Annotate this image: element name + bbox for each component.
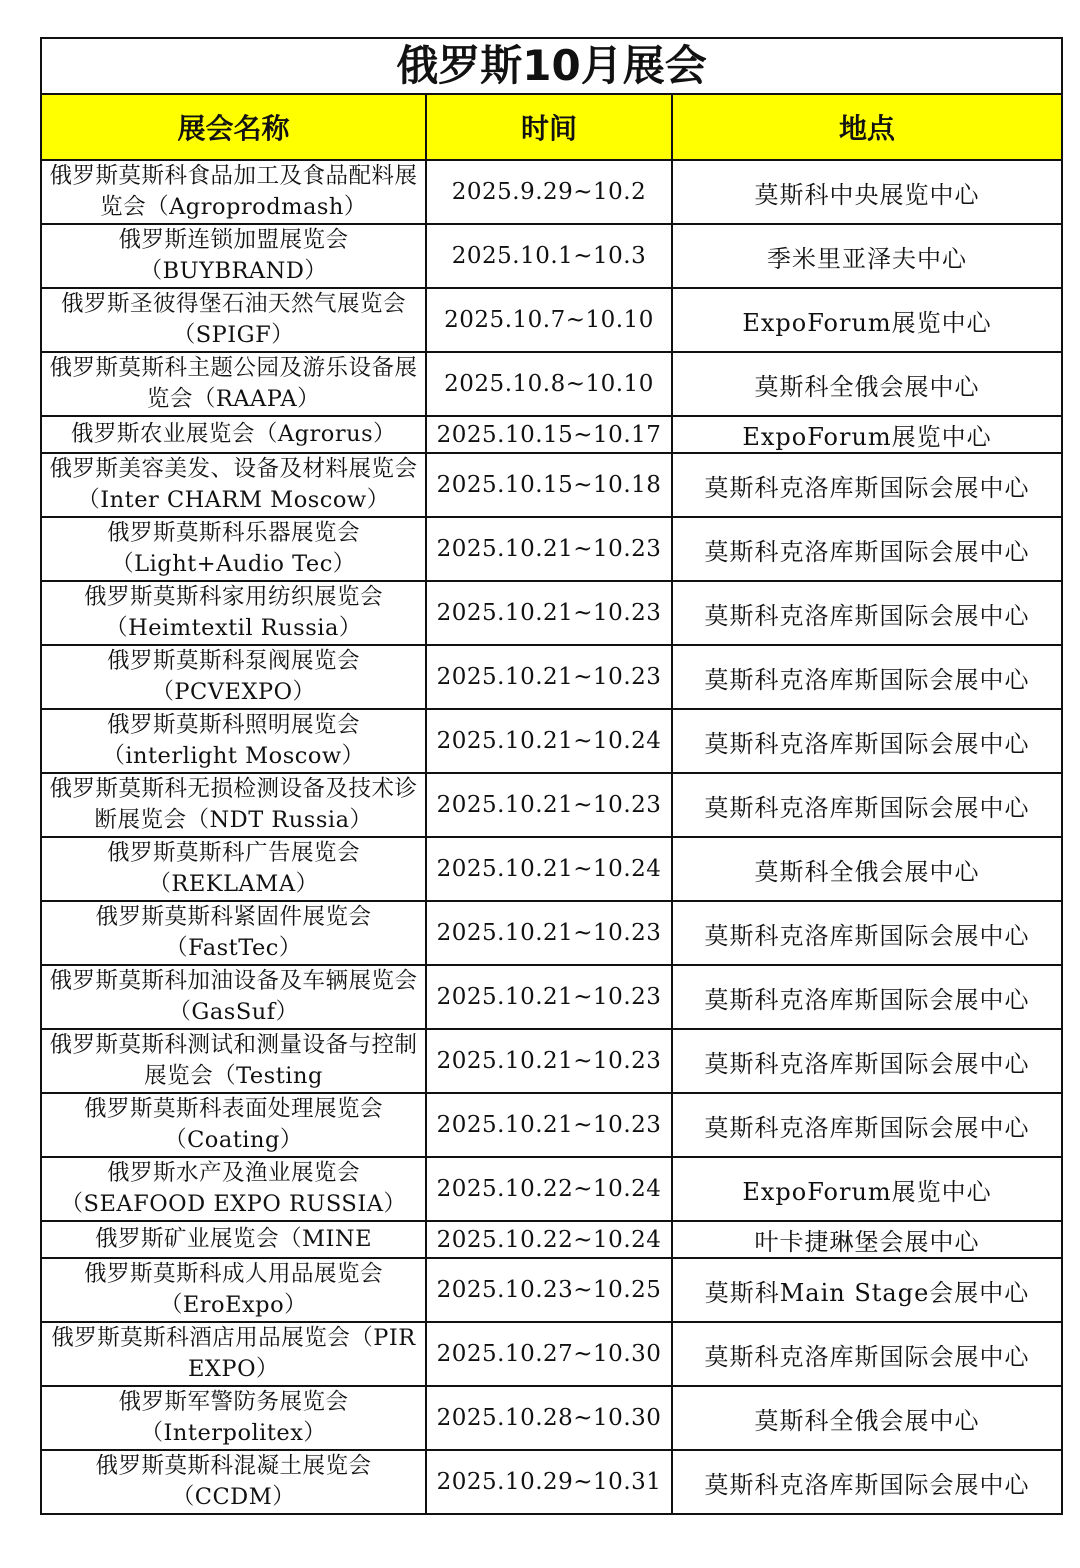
exhibition-time: 2025.10.21~10.23 [426,581,672,645]
exhibition-time: 2025.10.21~10.23 [426,773,672,837]
header-time: 时间 [426,94,672,160]
exhibition-name: 俄罗斯莫斯科成人用品展览会（EroExpo） [41,1258,426,1322]
exhibition-name: 俄罗斯莫斯科乐器展览会（Light+Audio Tec） [41,517,426,581]
table-row [41,901,1062,965]
exhibition-time: 2025.10.27~10.30 [426,1322,672,1386]
table-row [41,1386,1062,1450]
exhibition-time: 2025.10.21~10.23 [426,965,672,1029]
title-row [41,38,1062,94]
exhibition-place: 莫斯科克洛库斯国际会展中心 [672,581,1062,645]
exhibition-place: ExpoForum展览中心 [672,1157,1062,1221]
exhibition-time: 2025.9.29~10.2 [426,160,672,224]
exhibition-name: 俄罗斯莫斯科家用纺织展览会（Heimtextil Russia） [41,581,426,645]
exhibition-place: 莫斯科Main Stage会展中心 [672,1258,1062,1322]
exhibition-name: 俄罗斯美容美发、设备及材料展览会（Inter CHARM Moscow） [41,453,426,517]
exhibition-place: 莫斯科中央展览中心 [672,160,1062,224]
table-row [41,645,1062,709]
exhibition-name: 俄罗斯莫斯科泵阀展览会（PCVEXPO） [41,645,426,709]
header-row [41,94,1062,160]
exhibition-place: 莫斯科克洛库斯国际会展中心 [672,1322,1062,1386]
exhibition-place: 莫斯科克洛库斯国际会展中心 [672,645,1062,709]
exhibition-place: 莫斯科克洛库斯国际会展中心 [672,453,1062,517]
exhibition-place: 莫斯科克洛库斯国际会展中心 [672,1029,1062,1093]
table-row [41,773,1062,837]
exhibition-time: 2025.10.15~10.18 [426,453,672,517]
exhibition-name: 俄罗斯莫斯科加油设备及车辆展览会（GasSuf） [41,965,426,1029]
exhibition-time: 2025.10.21~10.24 [426,709,672,773]
exhibition-name: 俄罗斯矿业展览会（MINE [41,1221,426,1258]
table-row [41,288,1062,352]
exhibition-place: 莫斯科克洛库斯国际会展中心 [672,709,1062,773]
exhibition-name: 俄罗斯莫斯科紧固件展览会（FastTec） [41,901,426,965]
exhibition-time: 2025.10.8~10.10 [426,352,672,416]
table-row [41,837,1062,901]
table-row [41,709,1062,773]
exhibition-place: 季米里亚泽夫中心 [672,224,1062,288]
exhibition-time: 2025.10.29~10.31 [426,1450,672,1514]
exhibition-place: 叶卡捷琳堡会展中心 [672,1221,1062,1258]
exhibition-place: 莫斯科克洛库斯国际会展中心 [672,1093,1062,1157]
table-row [41,160,1062,224]
exhibition-name: 俄罗斯莫斯科食品加工及食品配料展览会（Agroprodmash） [41,160,426,224]
exhibition-place: 莫斯科克洛库斯国际会展中心 [672,517,1062,581]
exhibition-name: 俄罗斯水产及渔业展览会（SEAFOOD EXPO RUSSIA） [41,1157,426,1221]
exhibition-place: 莫斯科全俄会展中心 [672,352,1062,416]
exhibition-place: 莫斯科克洛库斯国际会展中心 [672,1450,1062,1514]
exhibition-time: 2025.10.22~10.24 [426,1221,672,1258]
exhibition-name: 俄罗斯莫斯科表面处理展览会（Coating） [41,1093,426,1157]
table-row [41,453,1062,517]
header-place: 地点 [672,94,1062,160]
table-row [41,1221,1062,1258]
exhibition-time: 2025.10.21~10.23 [426,517,672,581]
table-row [41,965,1062,1029]
table-row [41,1157,1062,1221]
exhibition-place: 莫斯科克洛库斯国际会展中心 [672,965,1062,1029]
table-row [41,1450,1062,1514]
exhibition-time: 2025.10.7~10.10 [426,288,672,352]
table-title: 俄罗斯10月展会 [41,38,1062,94]
exhibition-name: 俄罗斯莫斯科无损检测设备及技术诊断展览会（NDT Russia） [41,773,426,837]
exhibition-time: 2025.10.21~10.23 [426,1029,672,1093]
exhibition-time: 2025.10.15~10.17 [426,416,672,453]
exhibition-name: 俄罗斯莫斯科混凝土展览会（CCDM） [41,1450,426,1514]
exhibition-place: ExpoForum展览中心 [672,416,1062,453]
exhibition-place: 莫斯科全俄会展中心 [672,837,1062,901]
exhibition-name: 俄罗斯莫斯科广告展览会（REKLAMA） [41,837,426,901]
exhibition-place: ExpoForum展览中心 [672,288,1062,352]
header-name: 展会名称 [41,94,426,160]
exhibition-time: 2025.10.23~10.25 [426,1258,672,1322]
exhibition-name: 俄罗斯莫斯科照明展览会（interlight Moscow） [41,709,426,773]
exhibition-time: 2025.10.21~10.23 [426,1093,672,1157]
exhibition-name: 俄罗斯莫斯科测试和测量设备与控制展览会（Testing [41,1029,426,1093]
exhibition-time: 2025.10.1~10.3 [426,224,672,288]
exhibition-place: 莫斯科全俄会展中心 [672,1386,1062,1450]
table-row [41,581,1062,645]
table-row [41,1029,1062,1093]
exhibition-name: 俄罗斯圣彼得堡石油天然气展览会（SPIGF） [41,288,426,352]
exhibition-time: 2025.10.28~10.30 [426,1386,672,1450]
table-row [41,1258,1062,1322]
table-row [41,517,1062,581]
exhibition-place: 莫斯科克洛库斯国际会展中心 [672,901,1062,965]
exhibition-name: 俄罗斯莫斯科酒店用品展览会（PIR EXPO） [41,1322,426,1386]
table-row [41,352,1062,416]
table-row [41,224,1062,288]
exhibition-time: 2025.10.21~10.24 [426,837,672,901]
exhibition-time: 2025.10.21~10.23 [426,901,672,965]
exhibition-table [40,37,1063,1515]
table-row [41,1093,1062,1157]
exhibition-name: 俄罗斯连锁加盟展览会（BUYBRAND） [41,224,426,288]
exhibition-name: 俄罗斯莫斯科主题公园及游乐设备展览会（RAAPA） [41,352,426,416]
exhibition-time: 2025.10.21~10.23 [426,645,672,709]
table-row [41,1322,1062,1386]
exhibition-name: 俄罗斯农业展览会（Agrorus） [41,416,426,453]
exhibition-place: 莫斯科克洛库斯国际会展中心 [672,773,1062,837]
table-row [41,416,1062,453]
exhibition-name: 俄罗斯军警防务展览会（Interpolitex） [41,1386,426,1450]
exhibition-time: 2025.10.22~10.24 [426,1157,672,1221]
